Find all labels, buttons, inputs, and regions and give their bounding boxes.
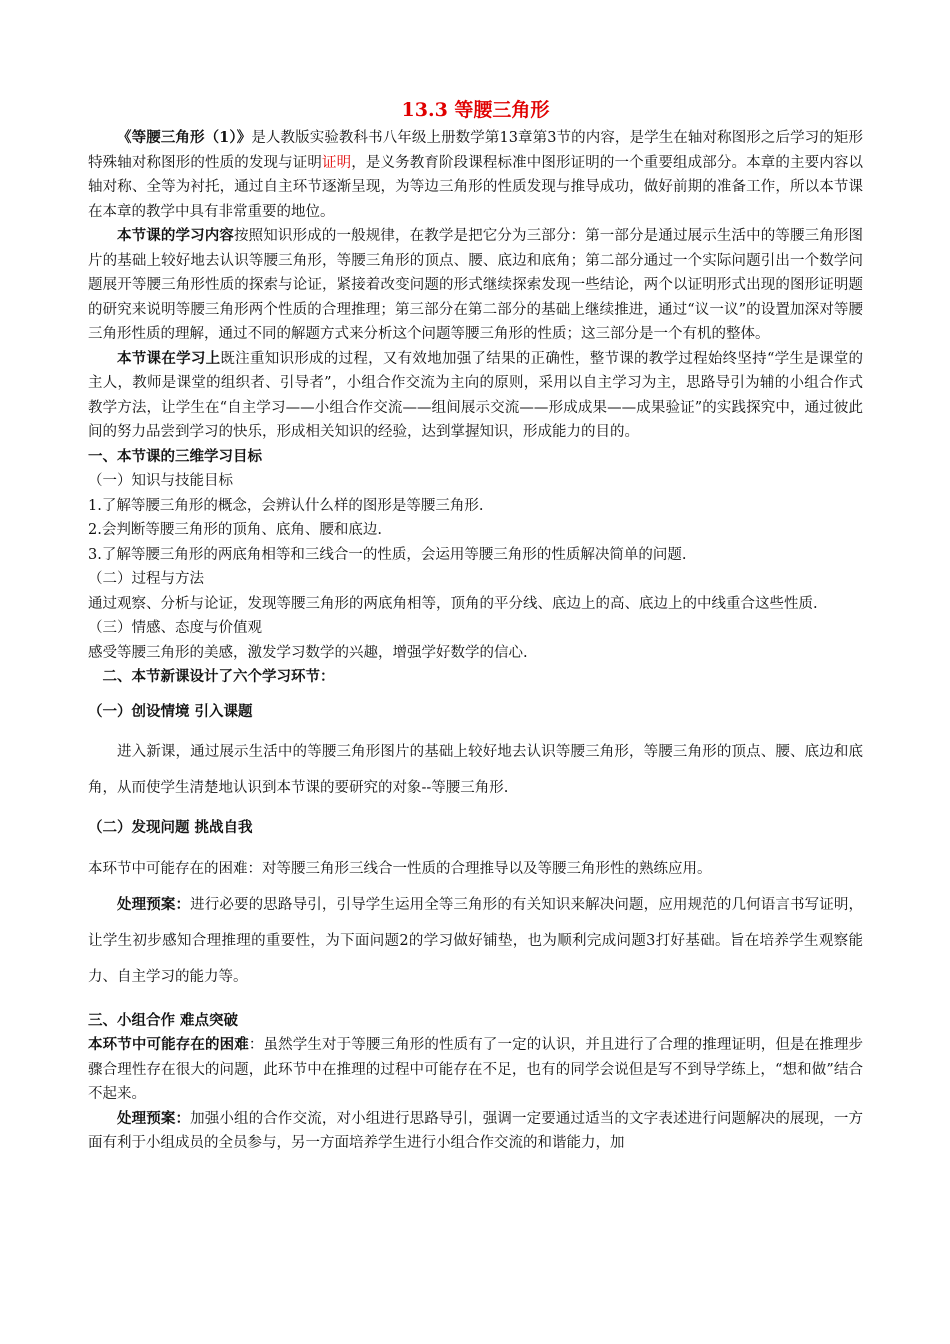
section3-plan-text: 加强小组的合作交流，对小组进行思路导引，强调一定要通过适当的文字表述进行问题解决的展现，一方面有利于小组成员的全员参与，另一方面培养学生进行小组合作交流的和谐能力，加 (88, 1110, 864, 1151)
step2-heading: （二）发现问题 挑战自我 (88, 819, 253, 836)
content-lead: 本节课的学习内容 (117, 227, 235, 244)
section1-sub1: （一）知识与技能目标 (88, 473, 233, 489)
emotion-text: 感受等腰三角形的美感，激发学习数学的兴趣，增强学好数学的信心. (88, 644, 528, 661)
step1-heading: （一）创设情境 引入课题 (88, 702, 253, 720)
step2-plan (88, 887, 863, 995)
section2-heading: 二、本节新课设计了六个学习环节： (102, 668, 335, 685)
step2-plan-label: 处理预案： (117, 895, 191, 913)
learning-paragraph (88, 347, 863, 445)
step1-text: 进入新课，通过展示生活中的等腰三角形图片的基础上较好地去认识等腰三角形，等腰三角形的顶点、腰、底边和底角，从而使学生清楚地认识到本节课的要研究的对象--等腰三角形. (88, 744, 863, 796)
process-text: 通过观察、分析与论证，发现等腰三角形的两底角相等，顶角的平分线、底边上的高、底边上的中线重合这些性质. (88, 595, 818, 612)
intro-text-b: ，是义务教育阶段课程标准中图形证明的一个重要组成部分。本章的主要内容以轴对称、全等为衬托，通过自主环节逐渐呈现，为等边三角形的性质发现与推导成功，做好前期的准备工作，所以本节课在本章的教学中具有非常重要的地位。 (88, 154, 863, 220)
step2-plan-text: 进行必要的思路导引，引导学生运用全等三角形的有关知识来解决问题，应用规范的几何语言书写证明，让学生初步感知合理推理的重要性，为下面问题2的学习做好铺垫，也为顺利完成问题3打好基础。旨在培养学生观察能力、自主学习的能力等。 (88, 896, 864, 985)
section3-plan (88, 1107, 863, 1156)
content-paragraph (88, 224, 863, 347)
section1-sub2: （二）过程与方法 (88, 571, 204, 587)
learning-text: 既注重知识形成的过程，又有效地加强了结果的正确性，整节课的教学过程始终坚持“学生是课堂的主人，教师是课堂的组织者、引导者”，小组合作交流为主向的原则，采用以自主学习为主，思路导引为辅的小组合作式教学方法，让学生在“自主学习——小组合作交流——组间展示交流——形成成果——成果验证”的实践探究中，通过彼此间的努力品尝到学习的快乐，形成相关知识的经验，达到掌握知识，形成能力的目的。 (88, 350, 863, 440)
proof-link[interactable]: 证明 (322, 154, 352, 171)
intro-text-a: 是人教版实验教科书八年级上册数学第13章第3节的内容，是学生在轴对称图形之后学习的矩形特殊轴对称图形的性质的发现与证明 (88, 130, 863, 171)
document-title: 13.3 等腰三角形 (401, 99, 550, 121)
goal-item-3: 3.了解等腰三角形的两底角相等和三线合一的性质，会运用等腰三角形的性质解决简单的问题. (88, 546, 687, 563)
section3-difficulty (88, 1033, 863, 1107)
learning-lead: 本节课在学习上 (117, 349, 221, 367)
section3-difficulty-text: ：虽然学生对于等腰三角形的性质有了一定的认识，并且进行了合理的推理证明，但是在推理步骤合理性存在很大的问题，此环节中在推理的过程中可能存在不足，也有的同学会说但是写不到导学练上，“想和做”结合不起来。 (88, 1037, 863, 1102)
intro-lead: 《等腰三角形（1）》 (117, 129, 252, 146)
section3-plan-label: 处理预案： (117, 1109, 191, 1127)
section3-heading: 三、小组合作 难点突破 (88, 1011, 239, 1029)
content-text: 按照知识形成的一般规律，在教学是把它分为三部分：第一部分是通过展示生活中的等腰三角形图片的基础上较好地去认识等腰三角形，等腰三角形的顶点、腰、底边和底角；第二部分通过一个实际问题引出一个数学问题展开等腰三角形性质的探索与论证，紧接着改变问题的形式继续探索发现一些结论，两个以证明形式出现的图形证明题的研究来说明等腰三角形两个性质的合理推理；第三部分在第二部分的基础上继续推进，通过“议一议”的设置加深对等腰三角形性质的理解，通过不同的解题方式来分析这个问题等腰三角形的性质；这三部分是一个有机的整体。 (88, 228, 864, 342)
step2-difficulty: 本环节中可能存在的困难：对等腰三角形三线合一性质的合理推导以及等腰三角形性的熟练应用。 (88, 860, 712, 877)
section3-difficulty-label: 本环节中可能存在的困难 (88, 1036, 249, 1053)
section1-sub3: （三）情感、态度与价值观 (88, 620, 262, 636)
goal-item-1: 1.了解等腰三角形的概念，会辨认什么样的图形是等腰三角形. (88, 497, 484, 514)
intro-paragraph (88, 126, 863, 224)
goal-item-2: 2.会判断等腰三角形的顶角、底角、腰和底边. (88, 522, 382, 538)
section1-heading: 一、本节课的三维学习目标 (88, 447, 262, 465)
document-page (88, 98, 863, 1156)
